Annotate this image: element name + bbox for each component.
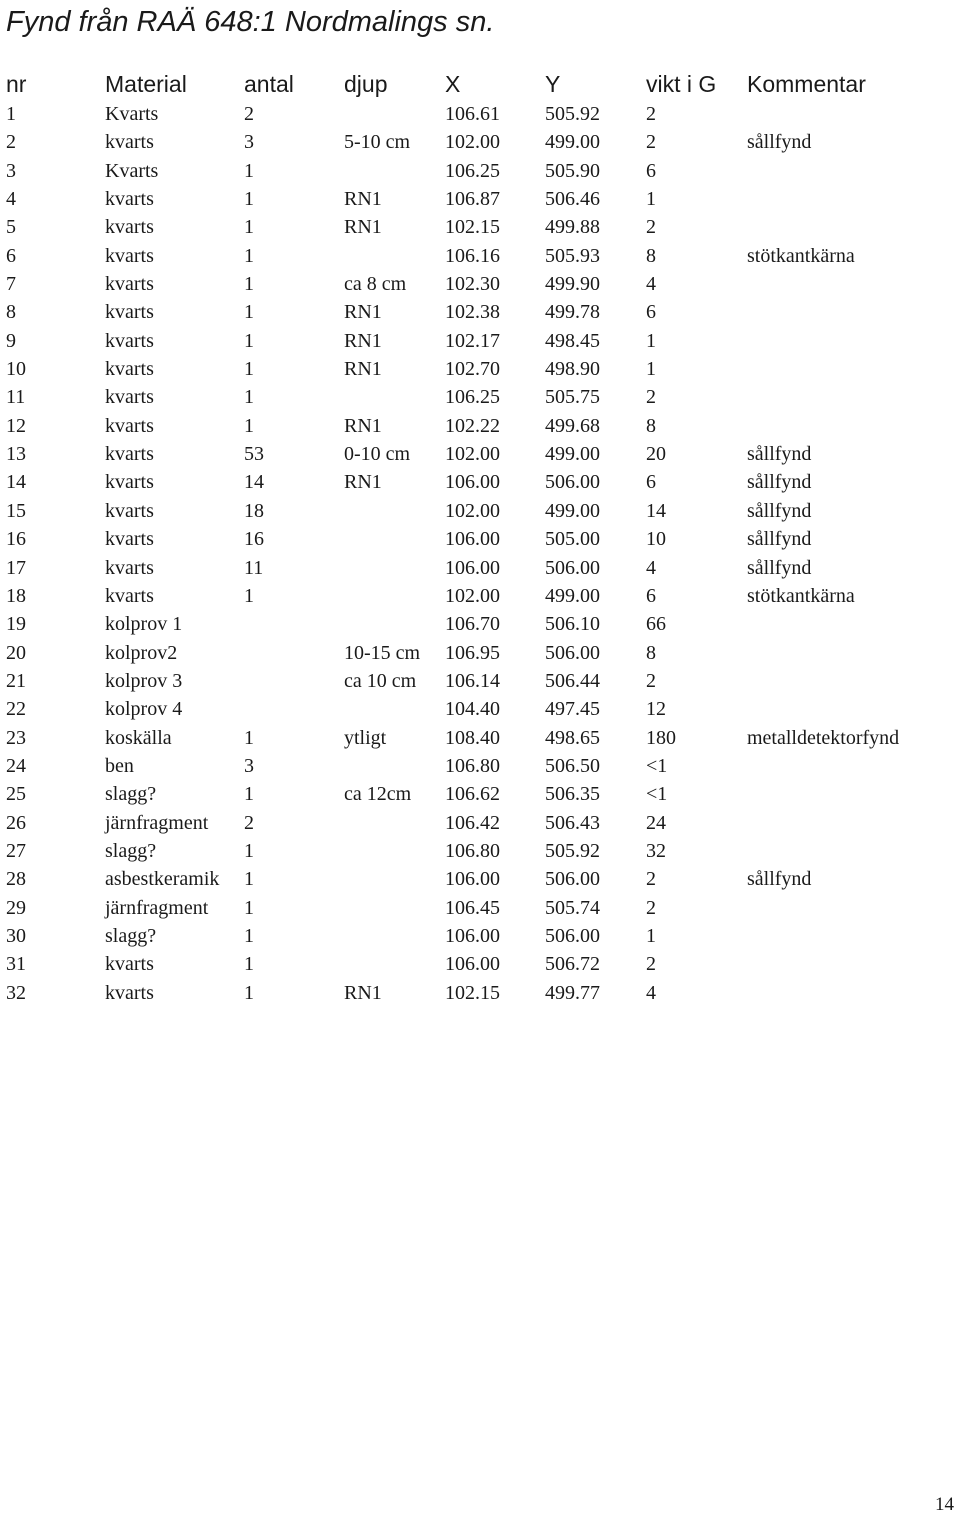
cell-nr: 23 xyxy=(6,726,26,749)
cell-y: 506.00 xyxy=(545,641,600,664)
cell-kommentar: sållfynd xyxy=(747,443,812,466)
cell-y: 506.46 xyxy=(545,188,600,211)
cell-nr: 9 xyxy=(6,329,16,352)
cell-nr: 29 xyxy=(6,896,26,919)
cell-antal: 14 xyxy=(244,471,264,494)
table-row xyxy=(0,837,960,865)
table-row xyxy=(0,724,960,752)
cell-x: 106.00 xyxy=(445,471,500,494)
cell-y: 506.10 xyxy=(545,613,600,636)
cell-vikt: 8 xyxy=(646,244,656,267)
cell-djup: ca 8 cm xyxy=(344,273,407,296)
cell-antal: 1 xyxy=(244,273,254,296)
cell-x: 102.00 xyxy=(445,443,500,466)
cell-antal: 1 xyxy=(244,329,254,352)
cell-x: 106.00 xyxy=(445,924,500,947)
cell-x: 106.00 xyxy=(445,556,500,579)
cell-y: 498.45 xyxy=(545,329,600,352)
cell-antal: 2 xyxy=(244,811,254,834)
cell-nr: 22 xyxy=(6,698,26,721)
cell-y: 499.00 xyxy=(545,499,600,522)
cell-kommentar: stötkantkärna xyxy=(747,584,855,607)
cell-antal: 1 xyxy=(244,358,254,381)
column-header-vikt: vikt i G xyxy=(646,71,717,97)
cell-antal: 1 xyxy=(244,386,254,409)
cell-material: ben xyxy=(105,754,134,777)
cell-antal: 16 xyxy=(244,528,264,551)
cell-djup: RN1 xyxy=(344,358,382,381)
cell-djup: ca 10 cm xyxy=(344,669,417,692)
cell-y: 506.00 xyxy=(545,868,600,891)
cell-djup: 0-10 cm xyxy=(344,443,411,466)
cell-material: kvarts xyxy=(105,556,154,579)
cell-y: 506.72 xyxy=(545,953,600,976)
cell-djup: RN1 xyxy=(344,329,382,352)
cell-nr: 2 xyxy=(6,131,16,154)
cell-x: 106.16 xyxy=(445,244,500,267)
cell-material: kvarts xyxy=(105,443,154,466)
table-row xyxy=(0,100,960,128)
cell-nr: 11 xyxy=(6,386,26,409)
cell-x: 106.25 xyxy=(445,386,500,409)
cell-vikt: 4 xyxy=(646,273,656,296)
cell-antal: 1 xyxy=(244,244,254,267)
cell-vikt: 10 xyxy=(646,528,666,551)
cell-material: kvarts xyxy=(105,244,154,267)
cell-antal: 1 xyxy=(244,924,254,947)
cell-material: järnfragment xyxy=(105,811,209,834)
cell-djup: RN1 xyxy=(344,981,382,1004)
cell-x: 106.00 xyxy=(445,868,500,891)
cell-material: kvarts xyxy=(105,273,154,296)
cell-vikt: 1 xyxy=(646,188,656,211)
cell-y: 499.88 xyxy=(545,216,600,239)
cell-material: kvarts xyxy=(105,471,154,494)
table-row xyxy=(0,185,960,213)
table-row xyxy=(0,554,960,582)
cell-nr: 8 xyxy=(6,301,16,324)
cell-y: 506.00 xyxy=(545,471,600,494)
cell-vikt: 20 xyxy=(646,443,666,466)
cell-vikt: 2 xyxy=(646,868,656,891)
cell-x: 102.70 xyxy=(445,358,500,381)
cell-nr: 31 xyxy=(6,953,26,976)
cell-nr: 3 xyxy=(6,159,16,182)
cell-nr: 25 xyxy=(6,783,26,806)
cell-kommentar: sållfynd xyxy=(747,528,812,551)
cell-nr: 17 xyxy=(6,556,26,579)
cell-nr: 6 xyxy=(6,244,16,267)
cell-nr: 12 xyxy=(6,414,26,437)
cell-djup: RN1 xyxy=(344,216,382,239)
cell-djup: ca 12cm xyxy=(344,783,412,806)
cell-x: 102.38 xyxy=(445,301,500,324)
column-header-kommentar: Kommentar xyxy=(747,71,866,97)
cell-vikt: 1 xyxy=(646,924,656,947)
cell-vikt: 2 xyxy=(646,216,656,239)
cell-antal: 1 xyxy=(244,216,254,239)
table-row xyxy=(0,355,960,383)
table-row xyxy=(0,780,960,808)
cell-nr: 14 xyxy=(6,471,26,494)
table-row xyxy=(0,752,960,780)
cell-kommentar: sållfynd xyxy=(747,556,812,579)
cell-djup: ytligt xyxy=(344,726,387,749)
cell-nr: 18 xyxy=(6,584,26,607)
cell-vikt: 4 xyxy=(646,556,656,579)
cell-vikt: 2 xyxy=(646,953,656,976)
cell-y: 498.65 xyxy=(545,726,600,749)
cell-y: 506.00 xyxy=(545,924,600,947)
cell-nr: 13 xyxy=(6,443,26,466)
cell-nr: 21 xyxy=(6,669,26,692)
cell-y: 499.00 xyxy=(545,584,600,607)
table-row xyxy=(0,213,960,241)
cell-kommentar: sållfynd xyxy=(747,868,812,891)
cell-nr: 5 xyxy=(6,216,16,239)
cell-y: 506.43 xyxy=(545,811,600,834)
table-row xyxy=(0,327,960,355)
table-row xyxy=(0,695,960,723)
page-title: Fynd från RAÄ 648:1 Nordmalings sn. xyxy=(6,6,495,38)
table-row xyxy=(0,525,960,553)
cell-djup: RN1 xyxy=(344,301,382,324)
cell-y: 505.75 xyxy=(545,386,600,409)
cell-vikt: 6 xyxy=(646,159,656,182)
table-row xyxy=(0,242,960,270)
cell-vikt: 12 xyxy=(646,698,666,721)
cell-vikt: 66 xyxy=(646,613,666,636)
cell-material: kvarts xyxy=(105,584,154,607)
cell-y: 505.90 xyxy=(545,159,600,182)
cell-nr: 27 xyxy=(6,839,26,862)
cell-vikt: 1 xyxy=(646,329,656,352)
cell-nr: 28 xyxy=(6,868,26,891)
cell-antal: 2 xyxy=(244,103,254,125)
cell-antal: 1 xyxy=(244,414,254,437)
cell-antal: 1 xyxy=(244,726,254,749)
cell-kommentar: stötkantkärna xyxy=(747,244,855,267)
table-row xyxy=(0,667,960,695)
cell-y: 506.50 xyxy=(545,754,600,777)
finds-table-body xyxy=(0,100,960,1007)
cell-y: 498.90 xyxy=(545,358,600,381)
cell-djup: RN1 xyxy=(344,471,382,494)
cell-x: 108.40 xyxy=(445,726,500,749)
cell-material: kvarts xyxy=(105,499,154,522)
cell-y: 499.00 xyxy=(545,443,600,466)
cell-nr: 30 xyxy=(6,924,26,947)
cell-antal: 18 xyxy=(244,499,264,522)
cell-y: 506.00 xyxy=(545,556,600,579)
cell-material: koskälla xyxy=(105,726,172,749)
cell-vikt: <1 xyxy=(646,783,668,806)
cell-nr: 1 xyxy=(6,103,16,125)
cell-x: 106.00 xyxy=(445,953,500,976)
column-header-y: Y xyxy=(545,71,561,97)
cell-material: asbestkeramik xyxy=(105,868,220,891)
cell-nr: 26 xyxy=(6,811,26,834)
cell-y: 505.93 xyxy=(545,244,600,267)
cell-vikt: 14 xyxy=(646,499,666,522)
cell-djup: RN1 xyxy=(344,414,382,437)
cell-antal: 11 xyxy=(244,556,264,579)
table-row xyxy=(0,128,960,156)
cell-y: 505.92 xyxy=(545,839,600,862)
cell-vikt: 2 xyxy=(646,131,656,154)
cell-x: 106.45 xyxy=(445,896,500,919)
cell-material: slagg? xyxy=(105,783,157,806)
cell-x: 106.14 xyxy=(445,669,500,692)
cell-nr: 32 xyxy=(6,981,26,1004)
cell-material: slagg? xyxy=(105,839,157,862)
table-row xyxy=(0,412,960,440)
table-row xyxy=(0,440,960,468)
cell-material: kolprov2 xyxy=(105,641,178,664)
cell-djup: RN1 xyxy=(344,188,382,211)
cell-x: 102.22 xyxy=(445,414,500,437)
cell-vikt: 180 xyxy=(646,726,676,749)
cell-vikt: 2 xyxy=(646,896,656,919)
cell-antal: 3 xyxy=(244,131,254,154)
table-row xyxy=(0,865,960,893)
cell-djup: 5-10 cm xyxy=(344,131,411,154)
cell-antal: 53 xyxy=(244,443,264,466)
cell-antal: 3 xyxy=(244,754,254,777)
cell-x: 102.00 xyxy=(445,584,500,607)
cell-antal: 1 xyxy=(244,953,254,976)
table-row xyxy=(0,298,960,326)
cell-vikt: 24 xyxy=(646,811,666,834)
cell-x: 102.17 xyxy=(445,329,500,352)
table-row xyxy=(0,809,960,837)
cell-antal: 1 xyxy=(244,301,254,324)
cell-vikt: 2 xyxy=(646,386,656,409)
cell-y: 499.68 xyxy=(545,414,600,437)
table-row xyxy=(0,582,960,610)
cell-vikt: 6 xyxy=(646,301,656,324)
cell-material: Kvarts xyxy=(105,103,159,125)
column-header-nr: nr xyxy=(6,71,27,97)
cell-y: 497.45 xyxy=(545,698,600,721)
table-row xyxy=(0,922,960,950)
table-row xyxy=(0,639,960,667)
table-row xyxy=(0,950,960,978)
cell-vikt: 2 xyxy=(646,669,656,692)
page-number: 14 xyxy=(935,1494,954,1515)
cell-nr: 7 xyxy=(6,273,16,296)
cell-y: 499.00 xyxy=(545,131,600,154)
cell-y: 506.44 xyxy=(545,669,600,692)
cell-antal: 1 xyxy=(244,981,254,1004)
cell-x: 102.30 xyxy=(445,273,500,296)
cell-vikt: <1 xyxy=(646,754,668,777)
cell-nr: 4 xyxy=(6,188,16,211)
cell-y: 499.90 xyxy=(545,273,600,296)
cell-antal: 1 xyxy=(244,159,254,182)
cell-y: 499.77 xyxy=(545,981,600,1004)
cell-nr: 15 xyxy=(6,499,26,522)
cell-material: kvarts xyxy=(105,386,154,409)
cell-vikt: 1 xyxy=(646,358,656,381)
cell-x: 106.87 xyxy=(445,188,500,211)
cell-x: 102.15 xyxy=(445,981,500,1004)
cell-material: kvarts xyxy=(105,414,154,437)
cell-vikt: 6 xyxy=(646,471,656,494)
cell-nr: 24 xyxy=(6,754,26,777)
cell-material: kvarts xyxy=(105,131,154,154)
table-row xyxy=(0,270,960,298)
cell-antal: 1 xyxy=(244,584,254,607)
cell-x: 106.00 xyxy=(445,528,500,551)
column-header-x: X xyxy=(445,71,461,97)
cell-y: 506.35 xyxy=(545,783,600,806)
cell-nr: 16 xyxy=(6,528,26,551)
cell-vikt: 8 xyxy=(646,414,656,437)
cell-x: 106.62 xyxy=(445,783,500,806)
cell-material: järnfragment xyxy=(105,896,209,919)
cell-material: kolprov 3 xyxy=(105,669,183,692)
cell-x: 102.00 xyxy=(445,131,500,154)
cell-material: kvarts xyxy=(105,358,154,381)
cell-nr: 19 xyxy=(6,613,26,636)
cell-x: 106.25 xyxy=(445,159,500,182)
cell-antal: 1 xyxy=(244,783,254,806)
cell-vikt: 4 xyxy=(646,981,656,1004)
cell-antal: 1 xyxy=(244,188,254,211)
cell-material: kolprov 4 xyxy=(105,698,183,721)
cell-x: 106.80 xyxy=(445,839,500,862)
cell-x: 106.70 xyxy=(445,613,500,636)
cell-material: slagg? xyxy=(105,924,157,947)
column-header-antal: antal xyxy=(244,71,294,97)
cell-antal: 1 xyxy=(244,839,254,862)
cell-vikt: 8 xyxy=(646,641,656,664)
cell-y: 505.92 xyxy=(545,103,600,125)
cell-material: kvarts xyxy=(105,216,154,239)
cell-x: 106.42 xyxy=(445,811,500,834)
cell-material: kvarts xyxy=(105,953,154,976)
table-row xyxy=(0,157,960,185)
cell-x: 102.00 xyxy=(445,499,500,522)
cell-x: 104.40 xyxy=(445,698,500,721)
cell-kommentar: metalldetektorfynd xyxy=(747,726,900,749)
cell-y: 505.00 xyxy=(545,528,600,551)
cell-material: kvarts xyxy=(105,528,154,551)
table-row xyxy=(0,468,960,496)
cell-nr: 20 xyxy=(6,641,26,664)
cell-y: 505.74 xyxy=(545,896,600,919)
table-header xyxy=(0,64,960,104)
table-row xyxy=(0,894,960,922)
cell-vikt: 6 xyxy=(646,584,656,607)
cell-x: 106.61 xyxy=(445,103,500,125)
cell-material: kvarts xyxy=(105,981,154,1004)
cell-material: kvarts xyxy=(105,301,154,324)
column-header-djup: djup xyxy=(344,71,388,97)
table-row xyxy=(0,497,960,525)
cell-vikt: 32 xyxy=(646,839,666,862)
cell-kommentar: sållfynd xyxy=(747,471,812,494)
cell-x: 106.95 xyxy=(445,641,500,664)
cell-antal: 1 xyxy=(244,896,254,919)
cell-nr: 10 xyxy=(6,358,26,381)
table-row xyxy=(0,979,960,1007)
cell-x: 106.80 xyxy=(445,754,500,777)
table-row xyxy=(0,383,960,411)
cell-antal: 1 xyxy=(244,868,254,891)
table-row xyxy=(0,610,960,638)
cell-vikt: 2 xyxy=(646,103,656,125)
column-header-material: Material xyxy=(105,71,187,97)
cell-material: kvarts xyxy=(105,329,154,352)
cell-djup: 10-15 cm xyxy=(344,641,421,664)
cell-x: 102.15 xyxy=(445,216,500,239)
cell-material: Kvarts xyxy=(105,159,159,182)
cell-y: 499.78 xyxy=(545,301,600,324)
cell-kommentar: sållfynd xyxy=(747,131,812,154)
cell-material: kvarts xyxy=(105,188,154,211)
cell-material: kolprov 1 xyxy=(105,613,183,636)
cell-kommentar: sållfynd xyxy=(747,499,812,522)
